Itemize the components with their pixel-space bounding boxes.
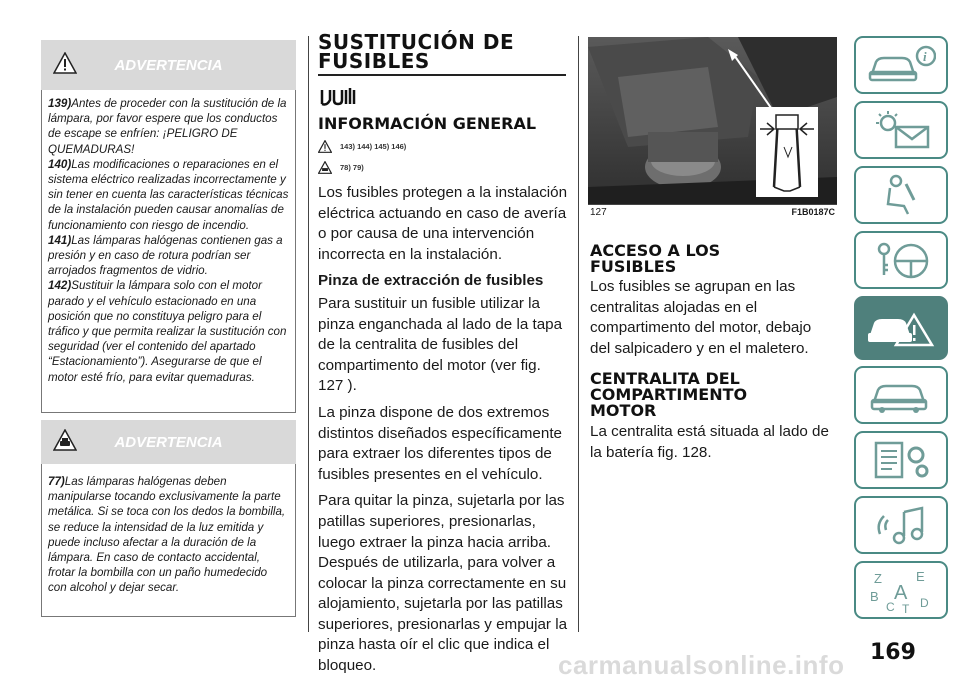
tab-car-info[interactable] <box>854 36 948 94</box>
centralita-heading: CENTRALITA DEL COMPARTIMENTO MOTOR <box>590 369 748 421</box>
fuse-icon <box>318 84 568 108</box>
steering-key-icon <box>866 239 936 281</box>
warning-triangle-icon <box>318 140 332 153</box>
acceso-text: Los fusibles se agrupan en las centralitas alojadas en el compartimento del motor, debajo del salpicadero y en el maletero. <box>590 278 812 357</box>
page-number: 169 <box>870 640 916 665</box>
technical-data-icon <box>866 439 936 481</box>
emergency-car-icon <box>866 305 936 351</box>
svg-text:B: B <box>870 589 879 604</box>
section-title: SUSTITUCIÓN DE FUSIBLES <box>318 30 515 73</box>
refs-row-2 <box>318 161 568 174</box>
warning-title-1: ADVERTENCIA <box>114 56 223 74</box>
pinza-heading: Pinza de extracción de fusibles <box>318 272 544 290</box>
warning-title-2: ADVERTENCIA <box>114 433 223 451</box>
tab-dashboard-lights[interactable] <box>854 101 948 159</box>
figure-number: 127 <box>590 207 607 218</box>
figure-caption-bar <box>588 204 837 221</box>
engine-bay-photo <box>588 37 837 221</box>
refs-row-1 <box>318 140 568 153</box>
warning-refs: 143) 144) 145) 146) <box>340 142 407 151</box>
dashboard-lights-icon <box>866 109 936 151</box>
car-damage-icon <box>53 429 77 455</box>
paragraph: Para quitar la pinza, sujetarla por las patillas superiores, presionarlas, luego extraer la pinza hacia arriba. Después de utilizarla, para volver a colocar la pinza correctamente en su alojamiento, sujetarla por las patillas superiores, presionarlas y empujar la pinza hasta oír el clic que indica el bloqueo. <box>318 492 568 675</box>
warning-header-2 <box>41 420 296 464</box>
safety-seat-icon <box>866 174 936 216</box>
caution-refs: 78) 79) <box>340 163 364 172</box>
multimedia-icon <box>866 504 936 546</box>
section-body <box>318 183 568 677</box>
svg-text:T: T <box>902 602 910 613</box>
tab-maintenance[interactable] <box>854 366 948 424</box>
tab-starting-driving[interactable] <box>854 231 948 289</box>
warning-item: 139)Antes de proceder con la sustitución de la lámpara, por favor espere que los conductos de escape se enfríen: ¡PELIGRO DE QUEMADURAS! <box>48 97 287 156</box>
svg-text:A: A <box>894 582 908 604</box>
warning-item: 141)Las lámparas halógenas contienen gas a presión y en caso de rotura podrían ser arrojados fragmentos de vidrio. <box>48 233 283 278</box>
svg-text:E: E <box>916 569 925 584</box>
svg-text:D: D <box>920 596 929 610</box>
paragraph: La pinza dispone de dos extremos distintos diseñados específicamente para extraer los diferentes tipos de fusibles presentes en el vehículo. <box>318 403 562 483</box>
svg-text:Z: Z <box>874 571 882 586</box>
tab-technical-data[interactable] <box>854 431 948 489</box>
tab-multimedia[interactable] <box>854 496 948 554</box>
svg-text:C: C <box>886 600 895 613</box>
alphabetical-index-icon <box>866 567 936 613</box>
subsection-title: INFORMACIÓN GENERAL <box>318 114 537 133</box>
warning-item: 77)Las lámparas halógenas deben manipularse tocando exclusivamente la parte metálica. Si se toca con los dedos la bombilla, se reduce la intensidad de la luz emitida y puede incluso afectar a la duración de la lámpara. En caso de contacto accidental, frotar la bombilla con un paño humedecido con alcohol y dejar secar. <box>48 475 286 595</box>
car-damage-icon <box>318 161 332 174</box>
warning-header-1 <box>41 40 296 90</box>
centralita-text: La centralita está situada al lado de la batería fig. 128. <box>590 423 829 461</box>
watermark: carmanualsonline.info <box>558 650 845 680</box>
car-maintenance-icon <box>866 374 936 416</box>
column-divider <box>578 36 579 632</box>
tab-index[interactable] <box>854 561 948 619</box>
figure-code: F1B0187C <box>791 207 835 217</box>
figure-127 <box>588 37 837 221</box>
warning-body-1 <box>41 90 296 413</box>
title-underline <box>318 74 566 76</box>
warning-item: 140)Las modificaciones o reparaciones en el sistema eléctrico realizadas incorrectamente y sin tener en cuenta las características técnicas de la instalación pueden causar anomalías de funcionamiento con riesgo de incendio. <box>48 157 289 232</box>
tab-emergency[interactable] <box>854 296 948 360</box>
warning-triangle-icon <box>53 52 77 78</box>
svg-text:i: i <box>923 49 927 64</box>
warning-item: 142)Sustituir la lámpara solo con el motor parado y el vehículo estacionado en una posición que no constituya peligro para el tráfico y que permita realizar la sustitución con seguridad (ver el contenido del apartado “Estacionamiento”). Asegurarse de que el motor esté frío, para evitar quemaduras. <box>48 279 287 384</box>
tab-safety[interactable] <box>854 166 948 224</box>
warning-body-2 <box>41 464 296 617</box>
paragraph: Para sustituir un fusible utilizar la pinza enganchada al lado de la tapa de la centralita de fusibles del compartimento del motor (ver fig. 127 ). <box>318 294 563 395</box>
paragraph: Los fusibles protegen a la instalación eléctrica actuando en caso de avería o por causa de una intervención incorrecta en la instalación. <box>318 184 568 263</box>
acceso-heading: ACCESO A LOS FUSIBLES <box>590 241 721 276</box>
column-divider <box>308 36 309 632</box>
car-info-icon <box>866 44 936 86</box>
